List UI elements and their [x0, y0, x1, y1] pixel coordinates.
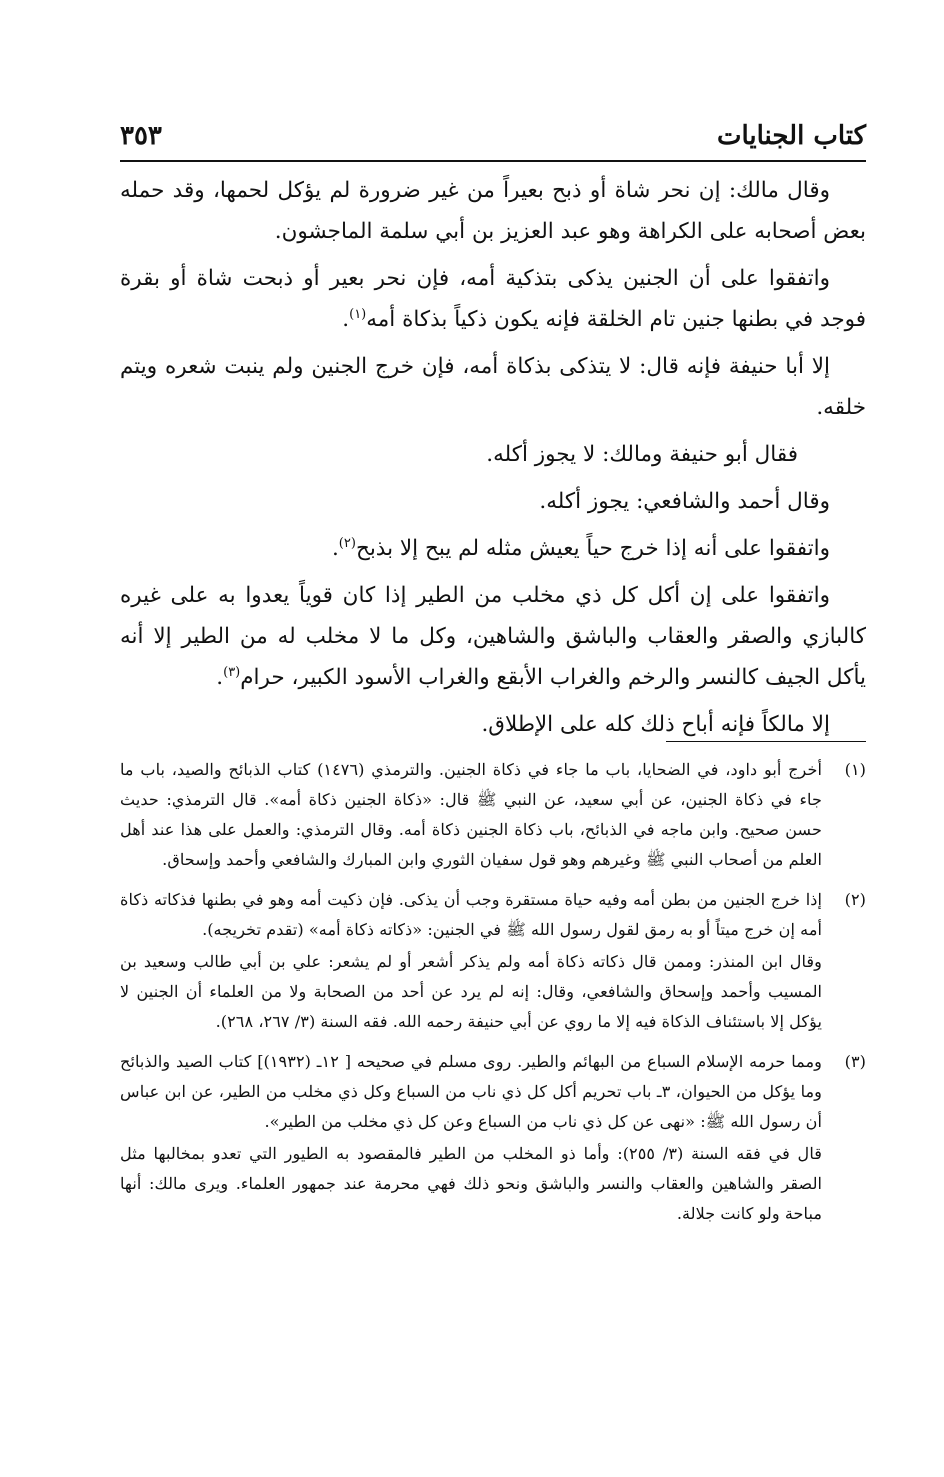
paragraph: واتفقوا على أنه إذا خرج حياً يعيش مثله لم يبح إلا بذبح$^{(٢)}$.	[331, 535, 830, 561]
footnote-number: (١)	[844, 760, 866, 779]
footnote-number: (٢)	[844, 890, 866, 909]
running-header	[120, 112, 866, 162]
footnote-marker: (٣)	[223, 664, 241, 680]
footnote-text: ومما حرمه الإسلام السباع من البهائم والطير. روى مسلم في صحيحه [ ١٢ـ (١٩٣٢)] كتاب الصيد والذبائح وما يؤكل من الحيوان، ٣ـ باب تحريم أكل كل ذي ناب من السباع وكل ذي مخلب من الطير، عن ابن عباس أن رسول الله ﷺ: «نهى عن كل ذي ناب من السباع وعن كل ذي مخلب من الطير». قال في فقه السنة (٣/ ٢٥٥): وأما ذو المخلب من الطير فالمقصود به الطيور التي تعدو بمخالبها مثل الصقر والشاهين والعقاب والنسر والباشق ونحو ذلك فهي محرمة عند جمهور العلماء. ويرى مالك: أنها مباحة ولو كانت جلالة.	[120, 1052, 822, 1223]
paragraph: واتفقوا على إن أكل كل ذي مخلب من الطير إذا كان قوياً يعدوا به على غيره كالبازي والصقر والعقاب والباشق والشاهين، وكل ما لا مخلب له من الطير إلا أنه يأكل الجيف كالنسر والرخم والغراب الأبقع والغراب الأسود الكبير، حرام$^{(٣)}$.	[120, 583, 866, 690]
page-number: ٣٥٣	[120, 121, 162, 151]
paragraph: وقال مالك: إن نحر شاة أو ذبح بعيراً من غير ضرورة لم يؤكل لحمها، وقد حمله بعض أصحابه على الكراهة وهو عبد العزيز بن أبي سلمة الماجشون.	[120, 178, 866, 244]
footnote-text: إذا خرج الجنين من بطن أمه وفيه حياة مستقرة وجب أن يذكى. فإن ذكيت أمه وهو في بطنها فذكاته ذكاة أمه إن خرج ميتاً أو به رمق لقول رسول الله ﷺ في الجنين: «ذكاته ذكاة أمه» (تقدم تخريجه). وقال ابن المنذر: وممن قال ذكاته ذكاة أمه ولم يذكر أشعر أو لم يشعر: علي بن أبي طالب وسعيد بن المسيب وأحمد وإسحاق والشافعي، وقال: إنه لم يرد عن أحد من الصحابة ولا من العلماء أن الجنين لا يؤكل إلا باستئناف الذكاة فيه إلا ما روي عن أبي حنيفة رحمه الله. فقه السنة (٣/ ٢٦٧، ٢٦٨).	[120, 890, 822, 1031]
footnote	[120, 885, 866, 1037]
footnote-marker: (١)	[349, 306, 367, 322]
chapter-title: كتاب الجنايات	[716, 121, 866, 151]
footnotes	[120, 755, 866, 1239]
paragraph: فقال أبو حنيفة ومالك: لا يجوز أكله.	[486, 442, 798, 467]
paragraph: إلا أبا حنيفة فإنه قال: لا يتذكى بذكاة أمه، فإن خرج الجنين ولم ينبت شعره ويتم خلقه.	[120, 354, 866, 420]
footnote-marker: (٢)	[338, 535, 356, 551]
paragraph: وقال أحمد والشافعي: يجوز أكله.	[539, 489, 830, 514]
footnote-text: أخرج أبو داود، في الضحايا، باب ما جاء في ذكاة الجنين. والترمذي (١٤٧٦) كتاب الذبائح والصيد، باب ما جاء في ذكاة الجنين، عن أبي سعيد، عن النبي ﷺ قال: «ذكاة الجنين ذكاة أمه». قال الترمذي: حديث حسن صحيح. وابن ماجه في الذبائح، باب ذكاة الجنين ذكاة أمه. وقال الترمذي: والعمل على هذا عند أهل العلم من أصحاب النبي ﷺ وغيرهم وهو قول سفيان الثوري وابن المبارك والشافعي وأحمد وإسحاق.	[120, 760, 822, 869]
footnote-number: (٣)	[844, 1052, 866, 1071]
footnote	[120, 1047, 866, 1229]
paragraph: إلا مالكاً فإنه أباح ذلك كله على الإطلاق.	[481, 712, 830, 737]
paragraph: واتفقوا على أن الجنين يذكى بتذكية أمه، فإن نحر بعير أو ذبحت شاة أو بقرة فوجد في بطنها جنين تام الخلقة فإنه يكون ذكياً بذكاة أمه$^{(١)}$.	[120, 266, 866, 332]
main-text	[120, 170, 866, 751]
footnote	[120, 755, 866, 875]
footnote-divider	[666, 741, 866, 742]
